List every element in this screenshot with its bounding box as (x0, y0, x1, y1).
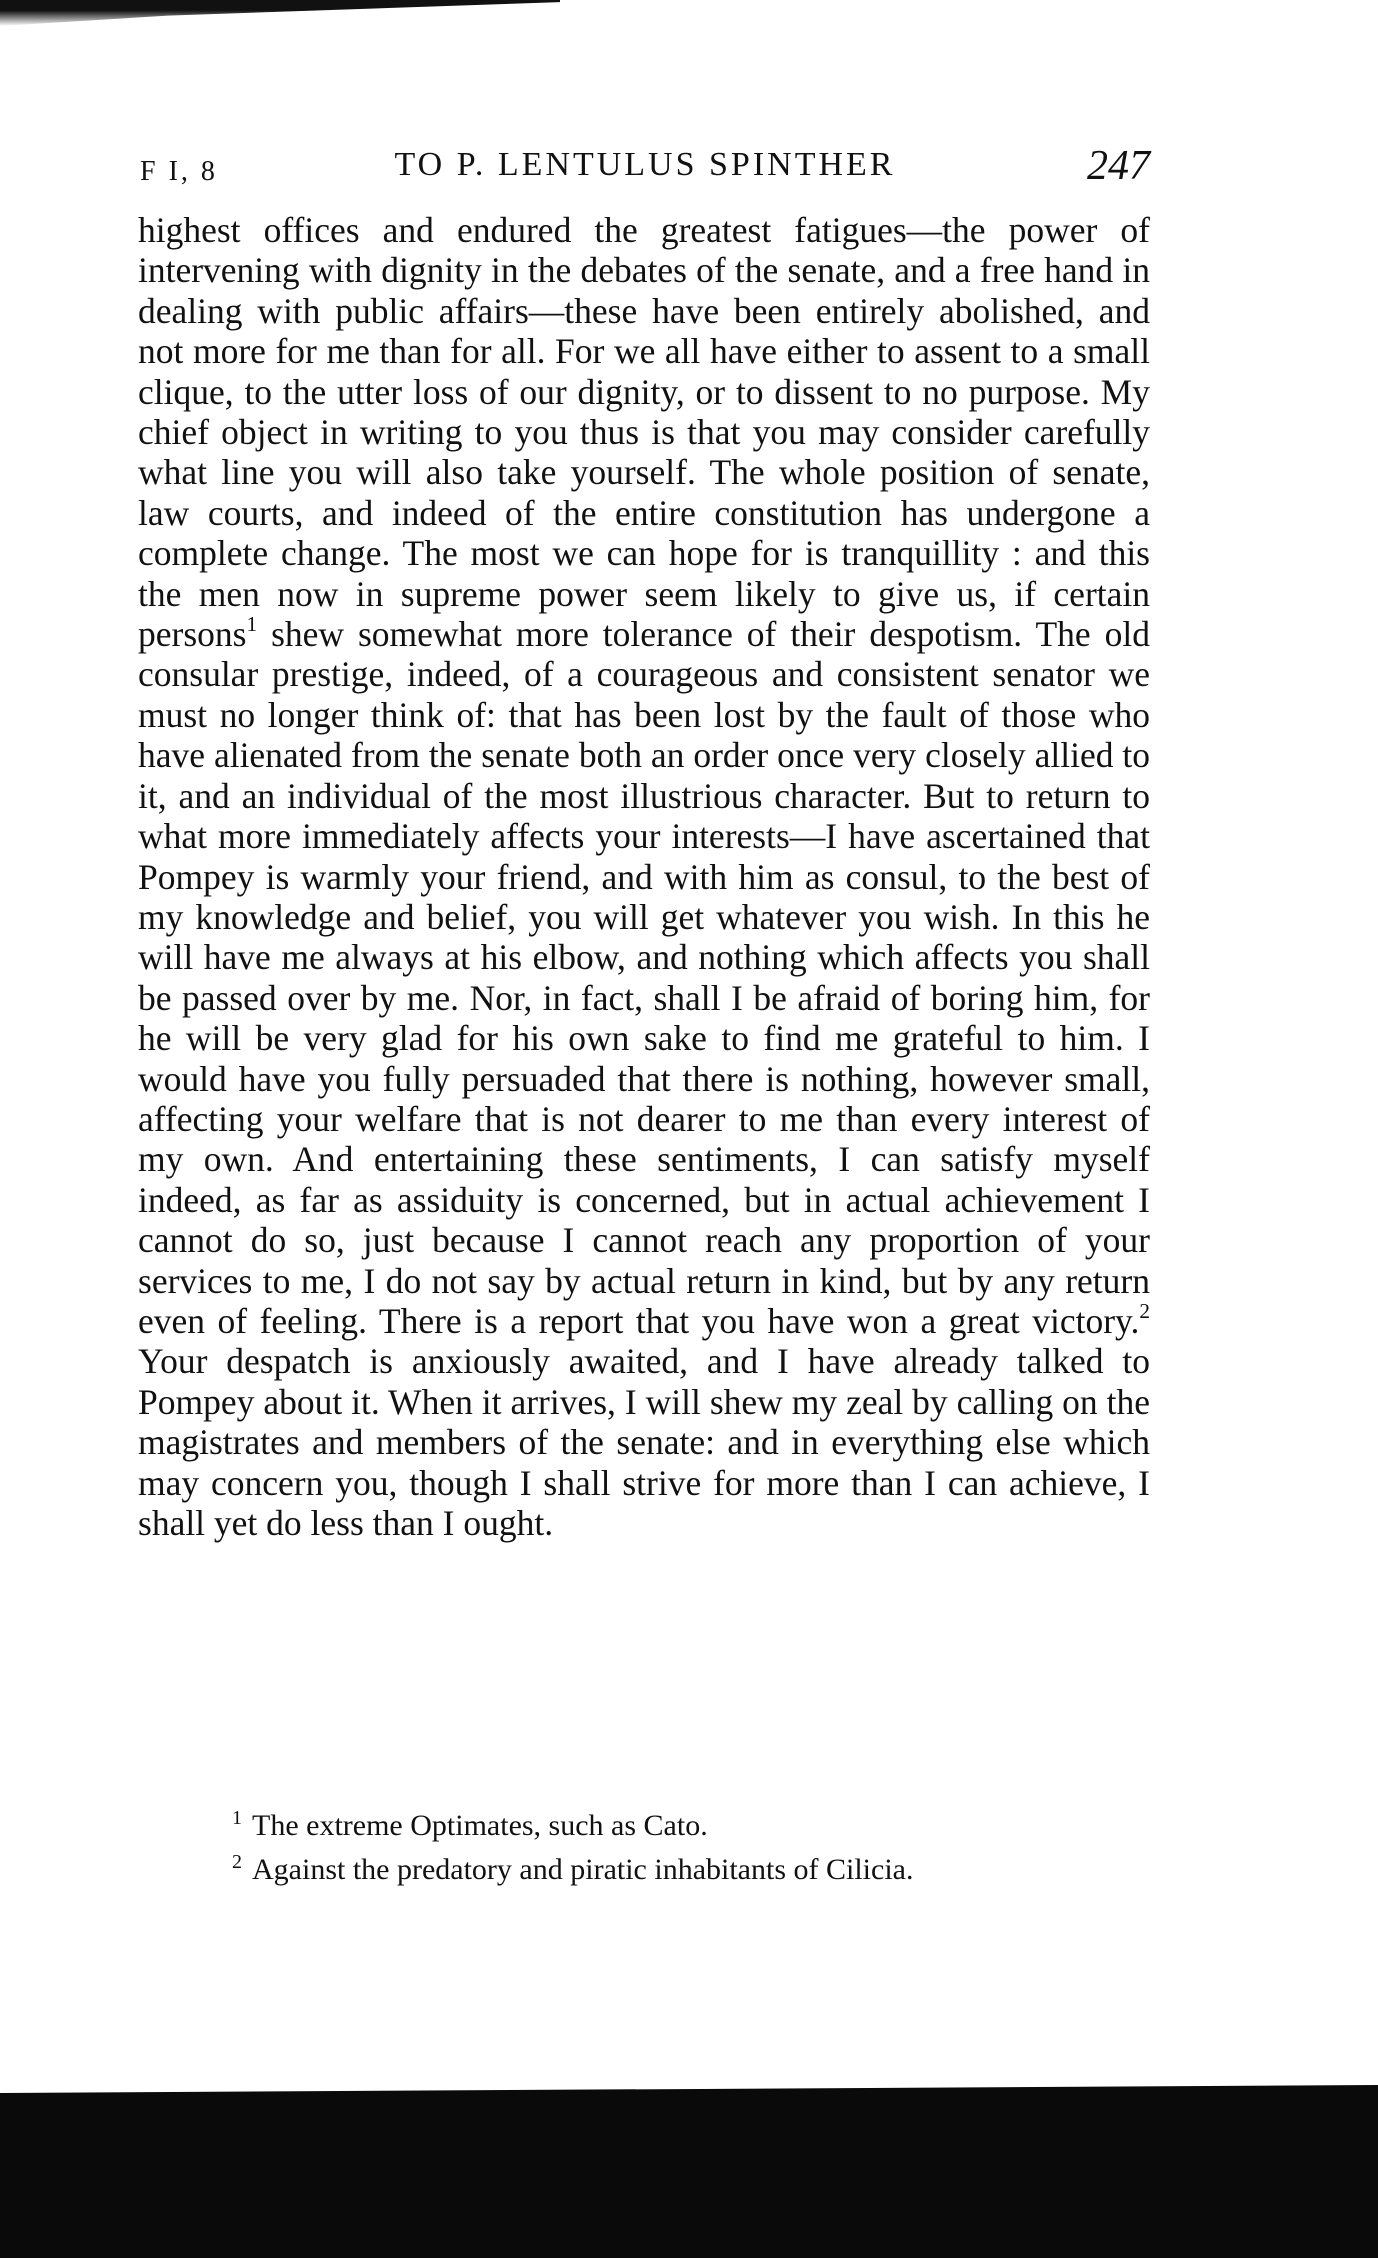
body-text-part-3: Your despatch is anxiously awaited, and I have already talked to Pompey about it. When it arrives, I will shew my zeal by calling on the magistrates and members of the senate: and in everything else which may concern you, though I shall strive for more than I can achieve, I shall yet do less than I ought. (138, 1341, 1150, 1543)
footnote-text: The extreme Optimates, such as Cato. (252, 1809, 708, 1842)
footnote-2 (232, 1844, 1132, 1888)
footnote-mark: 2 (232, 1851, 242, 1873)
footnote-text: Against the predatory and piratic inhabitants of Cilicia. (252, 1853, 914, 1886)
footnote-ref-2: 2 (1139, 1299, 1150, 1324)
folio-reference: F I, 8 (140, 156, 218, 187)
scan-edge-bottom (0, 2085, 1378, 2258)
body-paragraph (138, 210, 1150, 1543)
footnote-1 (232, 1800, 1132, 1844)
running-title: TO P. LENTULUS SPINTHER (394, 146, 896, 183)
body-text-part-2: shew somewhat more tolerance of their despotism. The old consular prestige, indeed, of a courageous and consistent senator we must no longer think of: that has been lost by the fault of those who have alienated from the senate both an order once very closely allied to it, and an individual of the most illustrious character. But to return to what more immediately affects your interests—I have ascertained that Pompey is warmly your friend, and with him as consul, to the best of my knowledge and belief, you will get whatever you wish. In this he will have me always at his elbow, and nothing which affects you shall be passed over by me. Nor, in fact, shall I be afraid of boring him, for he will be very glad for his own sake to find me grateful to him. I would have you fully persuaded that there is nothing, however small, affecting your welfare that is not dearer to me than every interest of my own. And entertaining these sentiments, I can satisfy myself indeed, as far as assiduity is concerned, but in actual achievement I cannot do so, just because I cannot reach any proportion of your services to me, I do not say by actual return in kind, but by any return even of feeling. There is a report that you have won a great victory. (138, 614, 1150, 1341)
footnote-ref-1: 1 (246, 612, 258, 637)
body-text-part-1: highest offices and endured the greatest fatigues—the power of intervening with dignity in the debates of the senate, and a free hand in dealing with public affairs—these have been entirely abolished, and not more for me than for all. For we all have either to assent to a small clique, to the utter loss of our dignity, or to dissent to no purpose. My chief object in writing to you thus is that you may consider carefully what line you will also take yourself. The whole position of senate, law courts, and indeed of the entire constitution has undergone a complete change. The most we can hope for is tranquillity : and this the men now in supreme power seem likely to give us, if certain persons (138, 210, 1150, 655)
page-header (140, 140, 1150, 190)
footnotes (232, 1800, 1132, 1888)
scan-edge-top (0, 0, 560, 26)
letter-body (138, 210, 1150, 1543)
footnote-mark: 1 (232, 1807, 242, 1829)
page-number: 247 (1087, 143, 1150, 189)
